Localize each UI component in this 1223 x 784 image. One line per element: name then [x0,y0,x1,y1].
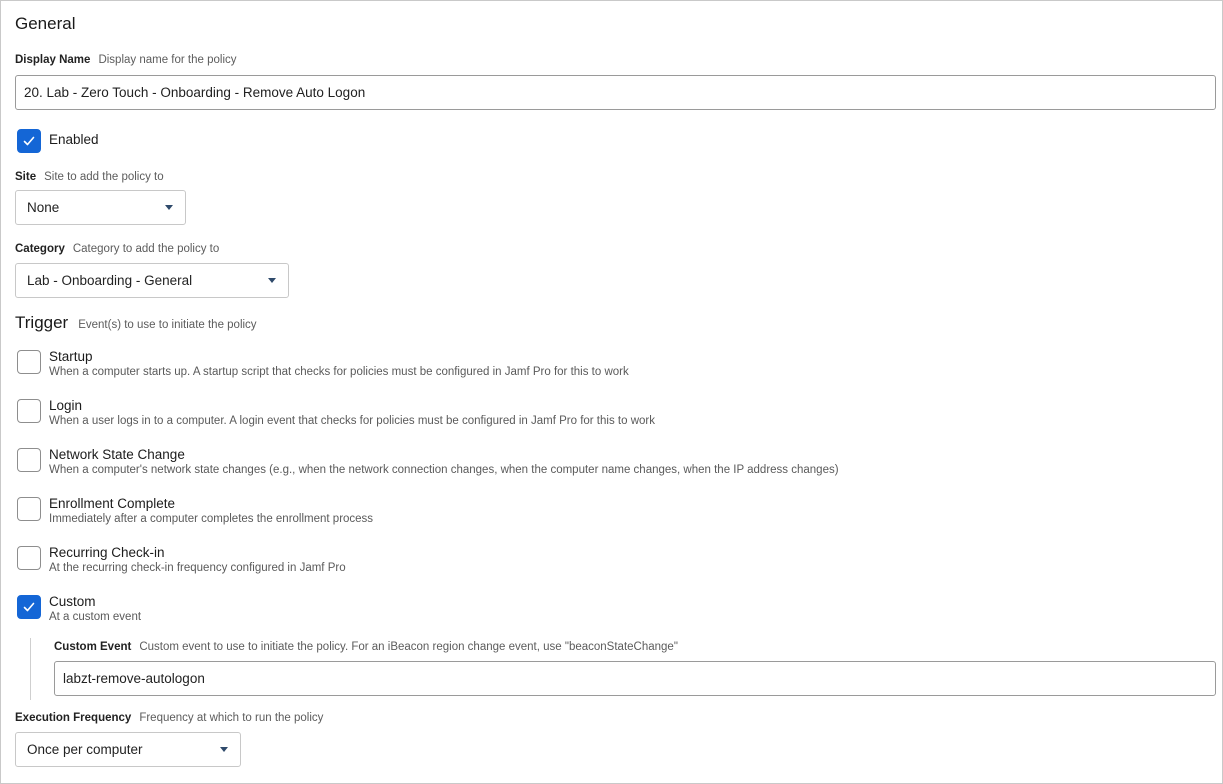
execution-frequency-help: Frequency at which to run the policy [139,712,324,724]
custom-event-label-row [54,641,678,653]
login-label: Login [49,398,83,413]
checkmark-icon [22,134,36,148]
display-name-label: Display Name [15,54,91,66]
network-state-change-checkbox[interactable] [17,448,41,472]
recurring-check-in-description: At the recurring check-in frequency configured in Jamf Pro [49,562,346,574]
custom-label: Custom [49,594,96,609]
startup-label: Startup [49,349,93,364]
execution-frequency-label-row [15,712,323,724]
recurring-check-in-checkbox[interactable] [17,546,41,570]
custom-event-label: Custom Event [54,641,132,653]
enabled-label: Enabled [49,132,99,147]
site-help: Site to add the policy to [44,171,164,183]
startup-description: When a computer starts up. A startup script that checks for policies must be configured in Jamf Pro for this to work [49,366,629,378]
custom-checkbox[interactable] [17,595,41,619]
enrollment-complete-label: Enrollment Complete [49,496,176,511]
general-section-title: General [15,14,76,33]
display-name-help: Display name for the policy [98,54,237,66]
execution-frequency-label: Execution Frequency [15,712,132,724]
site-select[interactable] [15,190,186,225]
network-state-change-label: Network State Change [49,447,185,462]
display-name-label-row [15,54,237,66]
recurring-check-in-label: Recurring Check-in [49,545,165,560]
trigger-help: Event(s) to use to initiate the policy [78,319,257,331]
execution-frequency-select-value: Once per computer [27,742,143,757]
category-help: Category to add the policy to [72,243,220,255]
site-label-row [15,171,164,183]
site-select-value: None [27,200,60,215]
custom-event-input[interactable]: labzt-remove-autologon [54,661,1216,696]
category-select-value: Lab - Onboarding - General [27,273,193,288]
site-label: Site [15,171,37,183]
login-checkbox[interactable] [17,399,41,423]
enrollment-complete-description: Immediately after a computer completes the enrollment process [49,513,374,525]
execution-frequency-select[interactable] [15,732,241,767]
category-label: Category [15,243,65,255]
caret-down-icon [220,747,228,752]
login-description: When a user logs in to a computer. A login event that checks for policies must be configured in Jamf Pro for this to work [49,415,655,427]
custom-event-indent-line [30,638,31,700]
enrollment-complete-checkbox[interactable] [17,497,41,521]
trigger-header [15,313,257,333]
enabled-checkbox[interactable] [17,129,41,153]
startup-checkbox[interactable] [17,350,41,374]
category-select[interactable] [15,263,289,298]
checkmark-icon [22,600,36,614]
caret-down-icon [268,278,276,283]
custom-description: At a custom event [49,611,142,623]
custom-event-help: Custom event to use to initiate the policy. For an iBeacon region change event, use "beaconStateChange" [139,641,678,653]
trigger-section-title: Trigger [15,313,69,332]
display-name-input[interactable]: 20. Lab - Zero Touch - Onboarding - Remove Auto Logon [15,75,1216,110]
caret-down-icon [165,205,173,210]
network-state-change-description: When a computer's network state changes (e.g., when the network connection changes, when the computer name changes, when the IP address changes) [49,464,839,476]
category-label-row [15,243,219,255]
